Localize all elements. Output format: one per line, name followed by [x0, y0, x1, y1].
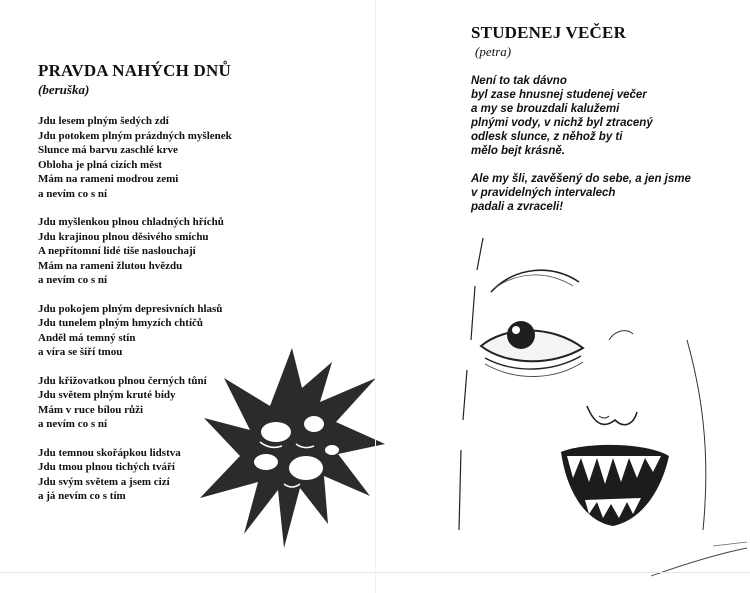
- poem-line: Jdu temnou skořápkou lidstva: [38, 446, 181, 459]
- poem-line: Obloha je plná cizích měst: [38, 158, 163, 171]
- grinning-face-illustration: [455, 230, 750, 590]
- stanza: [38, 114, 338, 201]
- poem-line: Anděl má temný stín: [38, 331, 136, 344]
- poem-line: Ale my šli, zavěšený do sebe, a jen jsme: [471, 173, 691, 185]
- poem-title: PRAVDA NAHÝCH DNŮ: [38, 61, 231, 80]
- spiky-virus-illustration: [200, 348, 385, 548]
- poem-line: Jdu svým světem a jsem cizí: [38, 475, 170, 488]
- poem-line: Jdu křižovatkou plnou černých tůní: [38, 374, 207, 387]
- poem-line: Jdu krajinou plnou děsivého smíchu: [38, 230, 209, 243]
- stanza: [38, 215, 338, 288]
- bottom-rule: [0, 572, 750, 573]
- poem-line: Mám v ruce bílou růži: [38, 403, 144, 416]
- poem-line: Slunce má barvu zaschlé krve: [38, 144, 178, 156]
- poem-line: padali a zvraceli!: [471, 201, 564, 213]
- poem-line: a nevím co s ní: [38, 187, 108, 200]
- poem-line: Jdu potokem plným prázdných myšlenek: [38, 129, 232, 142]
- poem-line: Jdu lesem plným šedých zdí: [38, 115, 169, 127]
- poem-line: a nevím co s ní: [38, 418, 108, 430]
- poem-line: Mám na rameni žlutou hvězdu: [38, 259, 183, 272]
- poem-line: Jdu světem plným kruté bídy: [38, 389, 176, 401]
- poem-line: plnými vody, v nichž byl ztracený: [471, 117, 653, 129]
- poem-line: odlesk slunce, z něhož by ti: [471, 131, 623, 143]
- stanza: [471, 172, 741, 214]
- poem-title: STUDENEJ VEČER: [471, 23, 627, 42]
- stanza: [471, 74, 741, 158]
- poem-line: Jdu tunelem plným hmyzích chtíčů: [38, 317, 204, 329]
- poem-line: a my se brouzdali kalužemi: [471, 103, 620, 115]
- poem-line: Jdu pokojem plným depresivních hlasů: [38, 302, 223, 315]
- poem-line: A nepřítomní lidé tiše naslouchají: [38, 245, 196, 257]
- poem-line: Jdu tmou plnou tichých tváří: [38, 461, 175, 473]
- right-poem: [471, 22, 741, 228]
- poem-line: v pravidelných intervalech: [471, 187, 616, 199]
- poem-author: (beruška): [38, 82, 90, 97]
- poem-line: byl zase hnusnej studenej večer: [471, 89, 647, 101]
- poem-line: Mám na rameni modrou zemi: [38, 173, 179, 185]
- poem-line: mělo bejt krásně.: [471, 145, 565, 157]
- poem-line: Není to tak dávno: [471, 75, 567, 87]
- poem-line: a víra se šíří tmou: [38, 346, 123, 358]
- poem-line: a já nevím co s tím: [38, 490, 126, 502]
- poem-line: a nevím co s ní: [38, 274, 108, 286]
- poem-author: (petra): [475, 44, 512, 59]
- poem-line: Jdu myšlenkou plnou chladných hříchů: [38, 216, 224, 228]
